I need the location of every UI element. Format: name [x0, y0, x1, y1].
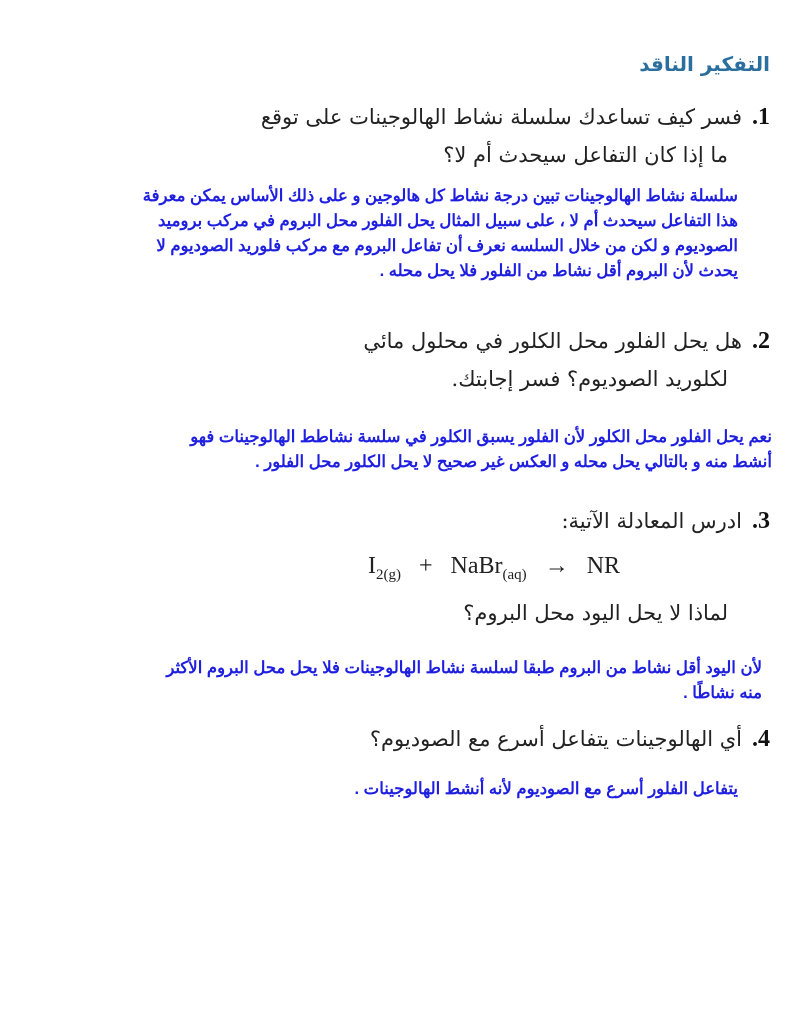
question-number: 4.: [752, 726, 770, 752]
answer-3: [32, 656, 762, 706]
question-text-line: هل يحل الفلور محل الكلور في محلول مائي: [363, 329, 742, 353]
question-number: 2.: [752, 328, 770, 354]
equation-product: NR: [586, 553, 621, 579]
answer-line: هذا التفاعل سيحدث أم لا ، على سبيل المثال يحل الفلور محل البروم في مركب بروميد: [158, 212, 738, 230]
equation-reactant-1-subscript: 2(g): [376, 566, 401, 583]
section-heading: التفكير الناقد: [639, 52, 770, 76]
question-text-line: ادرس المعادلة الآتية:: [561, 509, 742, 533]
question-text-line: أي الهالوجينات يتفاعل أسرع مع الصوديوم؟: [369, 727, 742, 751]
answer-line: أنشط منه و بالتالي يحل محله و العكس غير صحيح لا يحل الكلور محل الفلور .: [255, 453, 772, 471]
question-text-line: لماذا لا يحل اليود محل البروم؟: [463, 601, 728, 625]
question-number: 1.: [752, 104, 770, 130]
equation-reactant-1: I: [368, 553, 376, 579]
question-3-header: [561, 502, 770, 540]
equation-reactant-2: NaBr: [450, 553, 503, 579]
question-4: [370, 720, 770, 758]
question-3-body: [463, 594, 728, 632]
equation-plus: +: [419, 553, 433, 579]
answer-line: يحدث لأن البروم أقل نشاط من الفلور فلا يحل محله .: [379, 262, 738, 280]
answer-4: [138, 777, 738, 802]
equation-reactant-2-subscript: (aq): [502, 566, 527, 583]
answer-line: منه نشاطًا .: [683, 684, 762, 702]
question-number: 3.: [752, 508, 770, 534]
answer-1: [28, 184, 738, 284]
answer-line: سلسلة نشاط الهالوجينات تبين درجة نشاط كل هالوجين و على ذلك الأساس يمكن معرفة: [142, 187, 738, 205]
equation-arrow: →: [544, 553, 569, 579]
answer-line: لأن اليود أقل نشاط من البروم طبقا لسلسة نشاط الهالوجينات فلا يحل محل البروم الأكثر: [166, 659, 762, 677]
question-text-line: ما إذا كان التفاعل سيحدث أم لا؟: [443, 143, 728, 167]
answer-line: الصوديوم و لكن من خلال السلسه نعرف أن تفاعل البروم مع مركب فلوريد الصوديوم لا: [156, 237, 738, 255]
question-text-line: لكلوريد الصوديوم؟ فسر إجابتك.: [451, 367, 728, 391]
chemical-equation: [368, 553, 620, 584]
question-text-line: فسر كيف تساعدك سلسلة نشاط الهالوجينات على توقع: [260, 105, 742, 129]
answer-line: نعم يحل الفلور محل الكلور لأن الفلور يسبق الكلور في سلسة نشاطط الهالوجينات فهو: [190, 428, 772, 446]
answer-2: [32, 425, 772, 475]
question-2: [363, 322, 770, 398]
question-1: [261, 98, 770, 174]
answer-line: يتفاعل الفلور أسرع مع الصوديوم لأنه أنشط الهالوجينات .: [354, 780, 738, 798]
